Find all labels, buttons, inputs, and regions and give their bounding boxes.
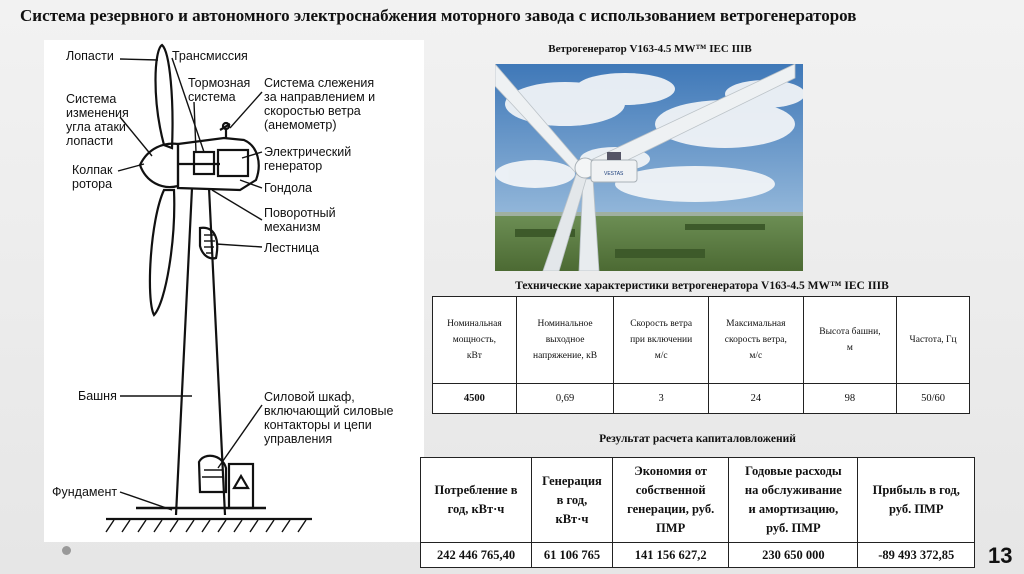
result-value-cell: 242 446 765,40 (421, 543, 532, 568)
label-brake: Тормозная система (188, 76, 251, 104)
label-generator: Электрический генератор (264, 145, 352, 173)
tech-header-cell: Номинальная мощность, кВт (433, 297, 517, 384)
tech-header-cell: Частота, Гц (897, 297, 970, 384)
result-table-value-row (421, 543, 975, 568)
result-table (420, 457, 975, 568)
result-header-cell: Прибыль в год, руб. ПМР (858, 458, 975, 543)
turbine-diagram (44, 40, 424, 542)
turbine-photo-drawing (495, 64, 803, 271)
landscape (495, 214, 803, 271)
photo-cooler (607, 152, 621, 160)
photo-caption: Ветрогенератор V163-4.5 MW™ IEC IIIB (548, 43, 752, 55)
tech-header-cell: Скорость ветра при включении м/с (614, 297, 709, 384)
label-nacelle: Гондола (264, 181, 313, 195)
result-header-cell: Генерация в год, кВт·ч (532, 458, 613, 543)
tech-value-cell: 0,69 (516, 384, 614, 414)
tech-value-cell: 24 (708, 384, 803, 414)
blade-top (156, 45, 173, 148)
hub-outline (140, 144, 178, 187)
leader-lines (118, 58, 262, 510)
result-header-cell: Годовые расходы на обслуживание и амортизацию, руб. ПМР (729, 458, 858, 543)
slide-title: Система резервного и автономного электроснабжения моторного завода с использованием ветрогенераторов (20, 6, 857, 25)
tech-header-cell: Номинальное выходное напряжение, кВ (516, 297, 614, 384)
tech-table-value-row (433, 384, 970, 414)
result-table-caption: Результат расчета капиталовложений (599, 433, 796, 445)
tech-header-cell: Максимальная скорость ветра, м/с (708, 297, 803, 384)
label-blades: Лопасти (66, 49, 114, 63)
label-ladder: Лестница (264, 241, 320, 255)
slide-bullet-dot (62, 546, 71, 555)
turbine-photo (495, 64, 803, 271)
tech-header-cell: Высота башни, м (803, 297, 896, 384)
label-yaw: Поворотный механизм (264, 206, 336, 234)
tech-value-cell: 3 (614, 384, 709, 414)
photo-brand: VESTAS (604, 171, 624, 177)
label-wind-tracking: Система слежения за направлением и скоростью ветра (анемометр) (264, 76, 376, 132)
generator-box (218, 150, 248, 176)
warning-sign (234, 476, 248, 488)
label-foundation: Фундамент (52, 485, 118, 499)
result-value-cell: 230 650 000 (729, 543, 858, 568)
result-header-cell: Потребление в год, кВт·ч (421, 458, 532, 543)
tech-table-caption: Технические характеристики ветрогенератора V163-4.5 MW™ IEC IIIB (515, 280, 889, 292)
label-pitch-system: Система изменения угла атаки лопасти (66, 92, 129, 148)
label-cabinet: Силовой шкаф, включающий силовые контакторы и цепи управления (264, 390, 394, 446)
tech-table (432, 296, 970, 414)
door-box (229, 464, 253, 508)
ladder-bump (200, 228, 217, 259)
result-table-header-row (421, 458, 975, 543)
tech-value-cell: 50/60 (897, 384, 970, 414)
tech-table-header-row (433, 297, 970, 384)
label-hub: Колпак ротора (72, 163, 113, 191)
label-tower: Башня (78, 389, 117, 403)
blade-bottom (150, 190, 174, 315)
tech-value-cell: 4500 (433, 384, 517, 414)
tech-value-cell: 98 (803, 384, 896, 414)
label-transmission: Трансмиссия (172, 49, 248, 63)
result-value-cell: 141 156 627,2 (612, 543, 728, 568)
result-value-cell: 61 106 765 (532, 543, 613, 568)
page-number: 13 (988, 543, 1013, 568)
result-header-cell: Экономия от собственной генерации, руб. ПМР (612, 458, 728, 543)
result-value-cell: -89 493 372,85 (858, 543, 975, 568)
